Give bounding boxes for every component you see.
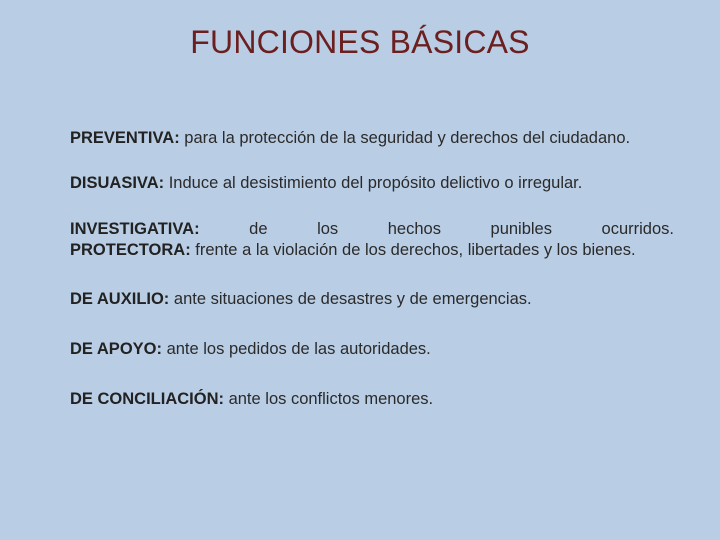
function-item-apoyo xyxy=(70,339,674,360)
function-term: INVESTIGATIVA: xyxy=(70,220,200,238)
function-description: ante los pedidos de las autoridades. xyxy=(161,340,431,358)
function-description: de los hechos punibles ocurridos. xyxy=(199,220,674,238)
function-description: ante situaciones de desastres y de emergencias. xyxy=(169,290,532,308)
function-term: DISUASIVA: xyxy=(70,174,165,192)
function-term: PREVENTIVA: xyxy=(70,129,180,147)
function-term: DE AUXILIO: xyxy=(70,290,170,308)
functions-list xyxy=(70,128,674,410)
function-description: ante los conflictos menores. xyxy=(224,390,434,408)
function-description: Induce al desistimiento del propósito delictivo o irregular. xyxy=(164,174,583,192)
function-item-conciliacion xyxy=(70,389,674,410)
function-item-disuasiva xyxy=(70,173,674,194)
function-term: DE CONCILIACIÓN: xyxy=(70,390,224,408)
function-item-auxilio xyxy=(70,289,674,310)
function-term: DE APOYO: xyxy=(70,340,162,358)
function-description: frente a la violación de los derechos, libertades y los bienes. xyxy=(190,241,636,259)
function-item-preventiva xyxy=(70,128,674,149)
function-description: para la protección de la seguridad y derechos del ciudadano. xyxy=(179,129,631,147)
function-item-investigativa-protectora xyxy=(70,219,674,261)
slide-title: FUNCIONES BÁSICAS xyxy=(190,24,530,60)
function-term: PROTECTORA: xyxy=(70,241,191,259)
